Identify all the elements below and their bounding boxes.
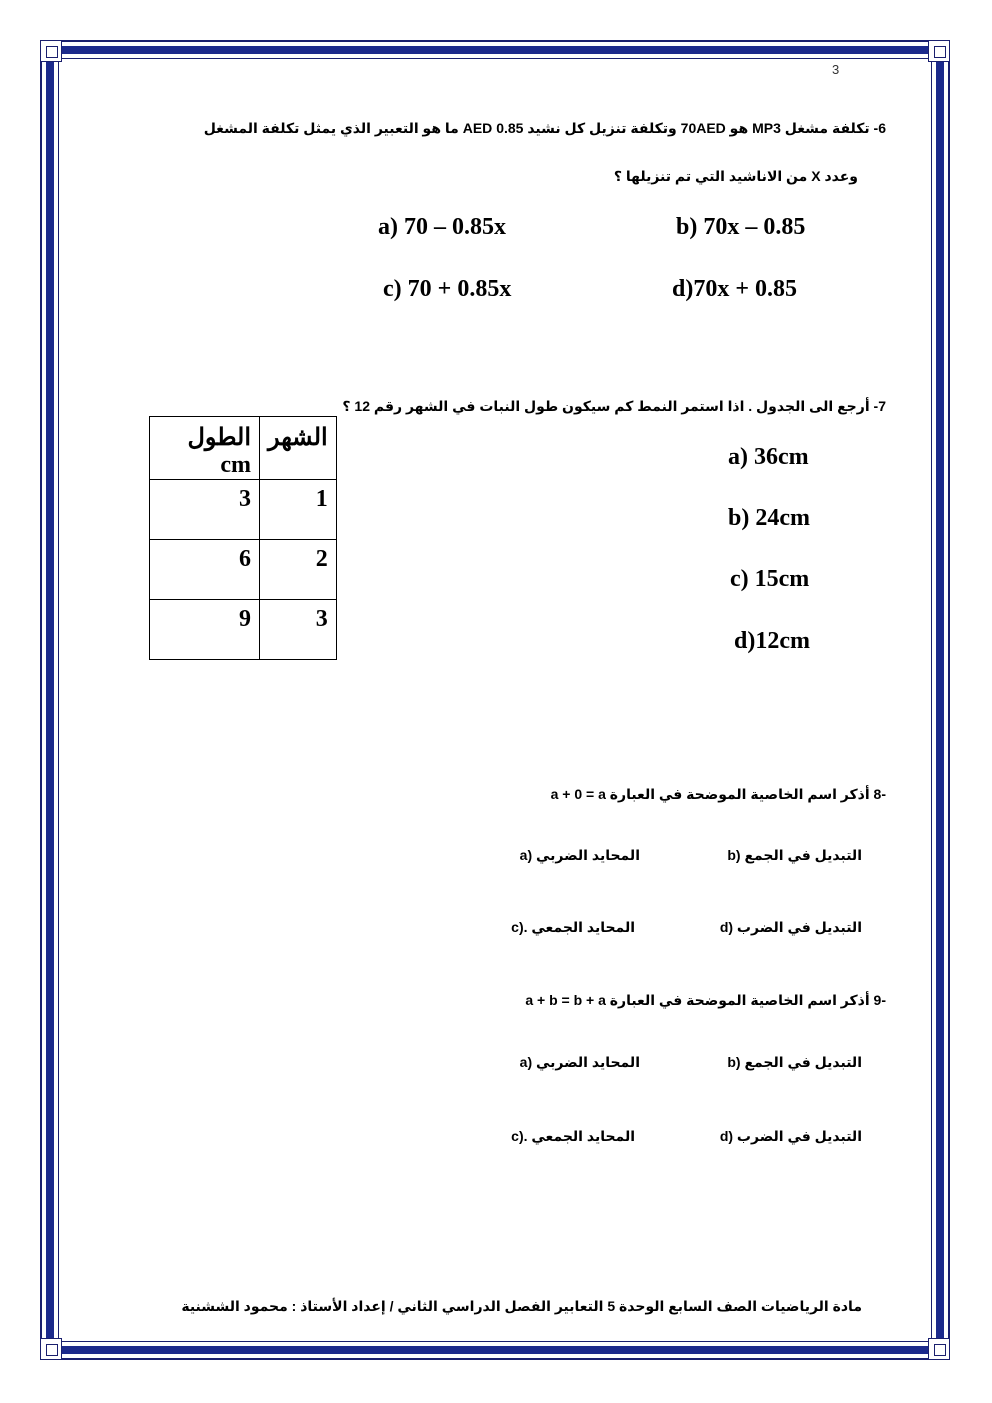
question-9-number: -9: [873, 992, 886, 1008]
question-6: [160, 120, 886, 137]
table-cell-length: 3: [150, 480, 260, 540]
question-8-expression: a + 0 = a: [550, 786, 606, 802]
question-7: [340, 398, 886, 415]
q7-choice-c[interactable]: c) 15cm: [730, 566, 810, 592]
corner-ornament-top-right: [928, 40, 950, 62]
q6-choice-d[interactable]: d)70x + 0.85: [672, 276, 798, 302]
question-6-text-line1: تكلفة مشغل MP3 هو 70AED وتكلفة تنزيل كل نشيد 0.85 AED ما هو التعبير الذي يمثل تكلفة المشغل: [203, 120, 870, 136]
page-footer: مادة الرياضيات الصف السابع الوحدة 5 التعابير الفصل الدراسي الثاني / إعداد الأستاذ : محمود الششنية: [181, 1298, 862, 1314]
table-row: [150, 540, 337, 600]
q8-option-a[interactable]: المحايد الضربي (a: [519, 847, 640, 863]
question-9-text: أذكر اسم الخاصية الموضحة في العبارة: [609, 992, 870, 1008]
table-header-month: الشهر: [260, 417, 337, 480]
table-cell-length: 6: [150, 540, 260, 600]
table-cell-length: 9: [150, 600, 260, 660]
table-header-length: الطول cm: [150, 417, 260, 480]
question-6-number: 6-: [873, 120, 886, 136]
question-7-number: 7-: [873, 398, 886, 414]
page-border-inner: [58, 58, 932, 1342]
q9-option-c[interactable]: المحايد الجمعي .(c: [511, 1128, 635, 1144]
q7-choice-d[interactable]: d)12cm: [734, 628, 810, 654]
page-number: 3: [832, 62, 840, 77]
question-9-expression: a + b = b + a: [525, 992, 606, 1008]
table-cell-month: 2: [260, 540, 337, 600]
corner-ornament-bottom-right: [928, 1338, 950, 1360]
q8-option-c[interactable]: المحايد الجمعي .(c: [511, 919, 635, 935]
plant-growth-table: [149, 416, 337, 660]
q9-option-a[interactable]: المحايد الضربي (a: [519, 1054, 640, 1070]
question-7-text: أرجع الى الجدول . اذا استمر النمط كم سيكون طول النبات في الشهر رقم 12 ؟: [342, 398, 870, 414]
table-row: [150, 600, 337, 660]
question-6-text-line2: وعدد X من الاناشيد التي تم تنزيلها ؟: [613, 168, 858, 184]
question-8: [460, 786, 886, 803]
question-8-number: -8: [873, 786, 886, 802]
table-cell-month: 3: [260, 600, 337, 660]
question-8-text: أذكر اسم الخاصية الموضحة في العبارة: [609, 786, 870, 802]
corner-ornament-top-left: [40, 40, 62, 62]
q7-choice-a[interactable]: a) 36cm: [728, 444, 809, 470]
q6-choice-b[interactable]: b) 70x – 0.85: [676, 214, 806, 240]
table-header-row: [150, 417, 337, 480]
q9-option-b[interactable]: التبديل في الجمع (b: [727, 1054, 862, 1070]
q7-choice-b[interactable]: b) 24cm: [728, 505, 810, 531]
q8-option-d[interactable]: التبديل في الضرب (d: [719, 919, 862, 935]
corner-ornament-bottom-left: [40, 1338, 62, 1360]
q8-option-b[interactable]: التبديل في الجمع (b: [727, 847, 862, 863]
question-9: [460, 992, 886, 1009]
table-cell-month: 1: [260, 480, 337, 540]
q6-choice-c[interactable]: c) 70 + 0.85x: [383, 276, 512, 302]
q9-option-d[interactable]: التبديل في الضرب (d: [719, 1128, 862, 1144]
table-row: [150, 480, 337, 540]
q6-choice-a[interactable]: a) 70 – 0.85x: [378, 214, 506, 240]
